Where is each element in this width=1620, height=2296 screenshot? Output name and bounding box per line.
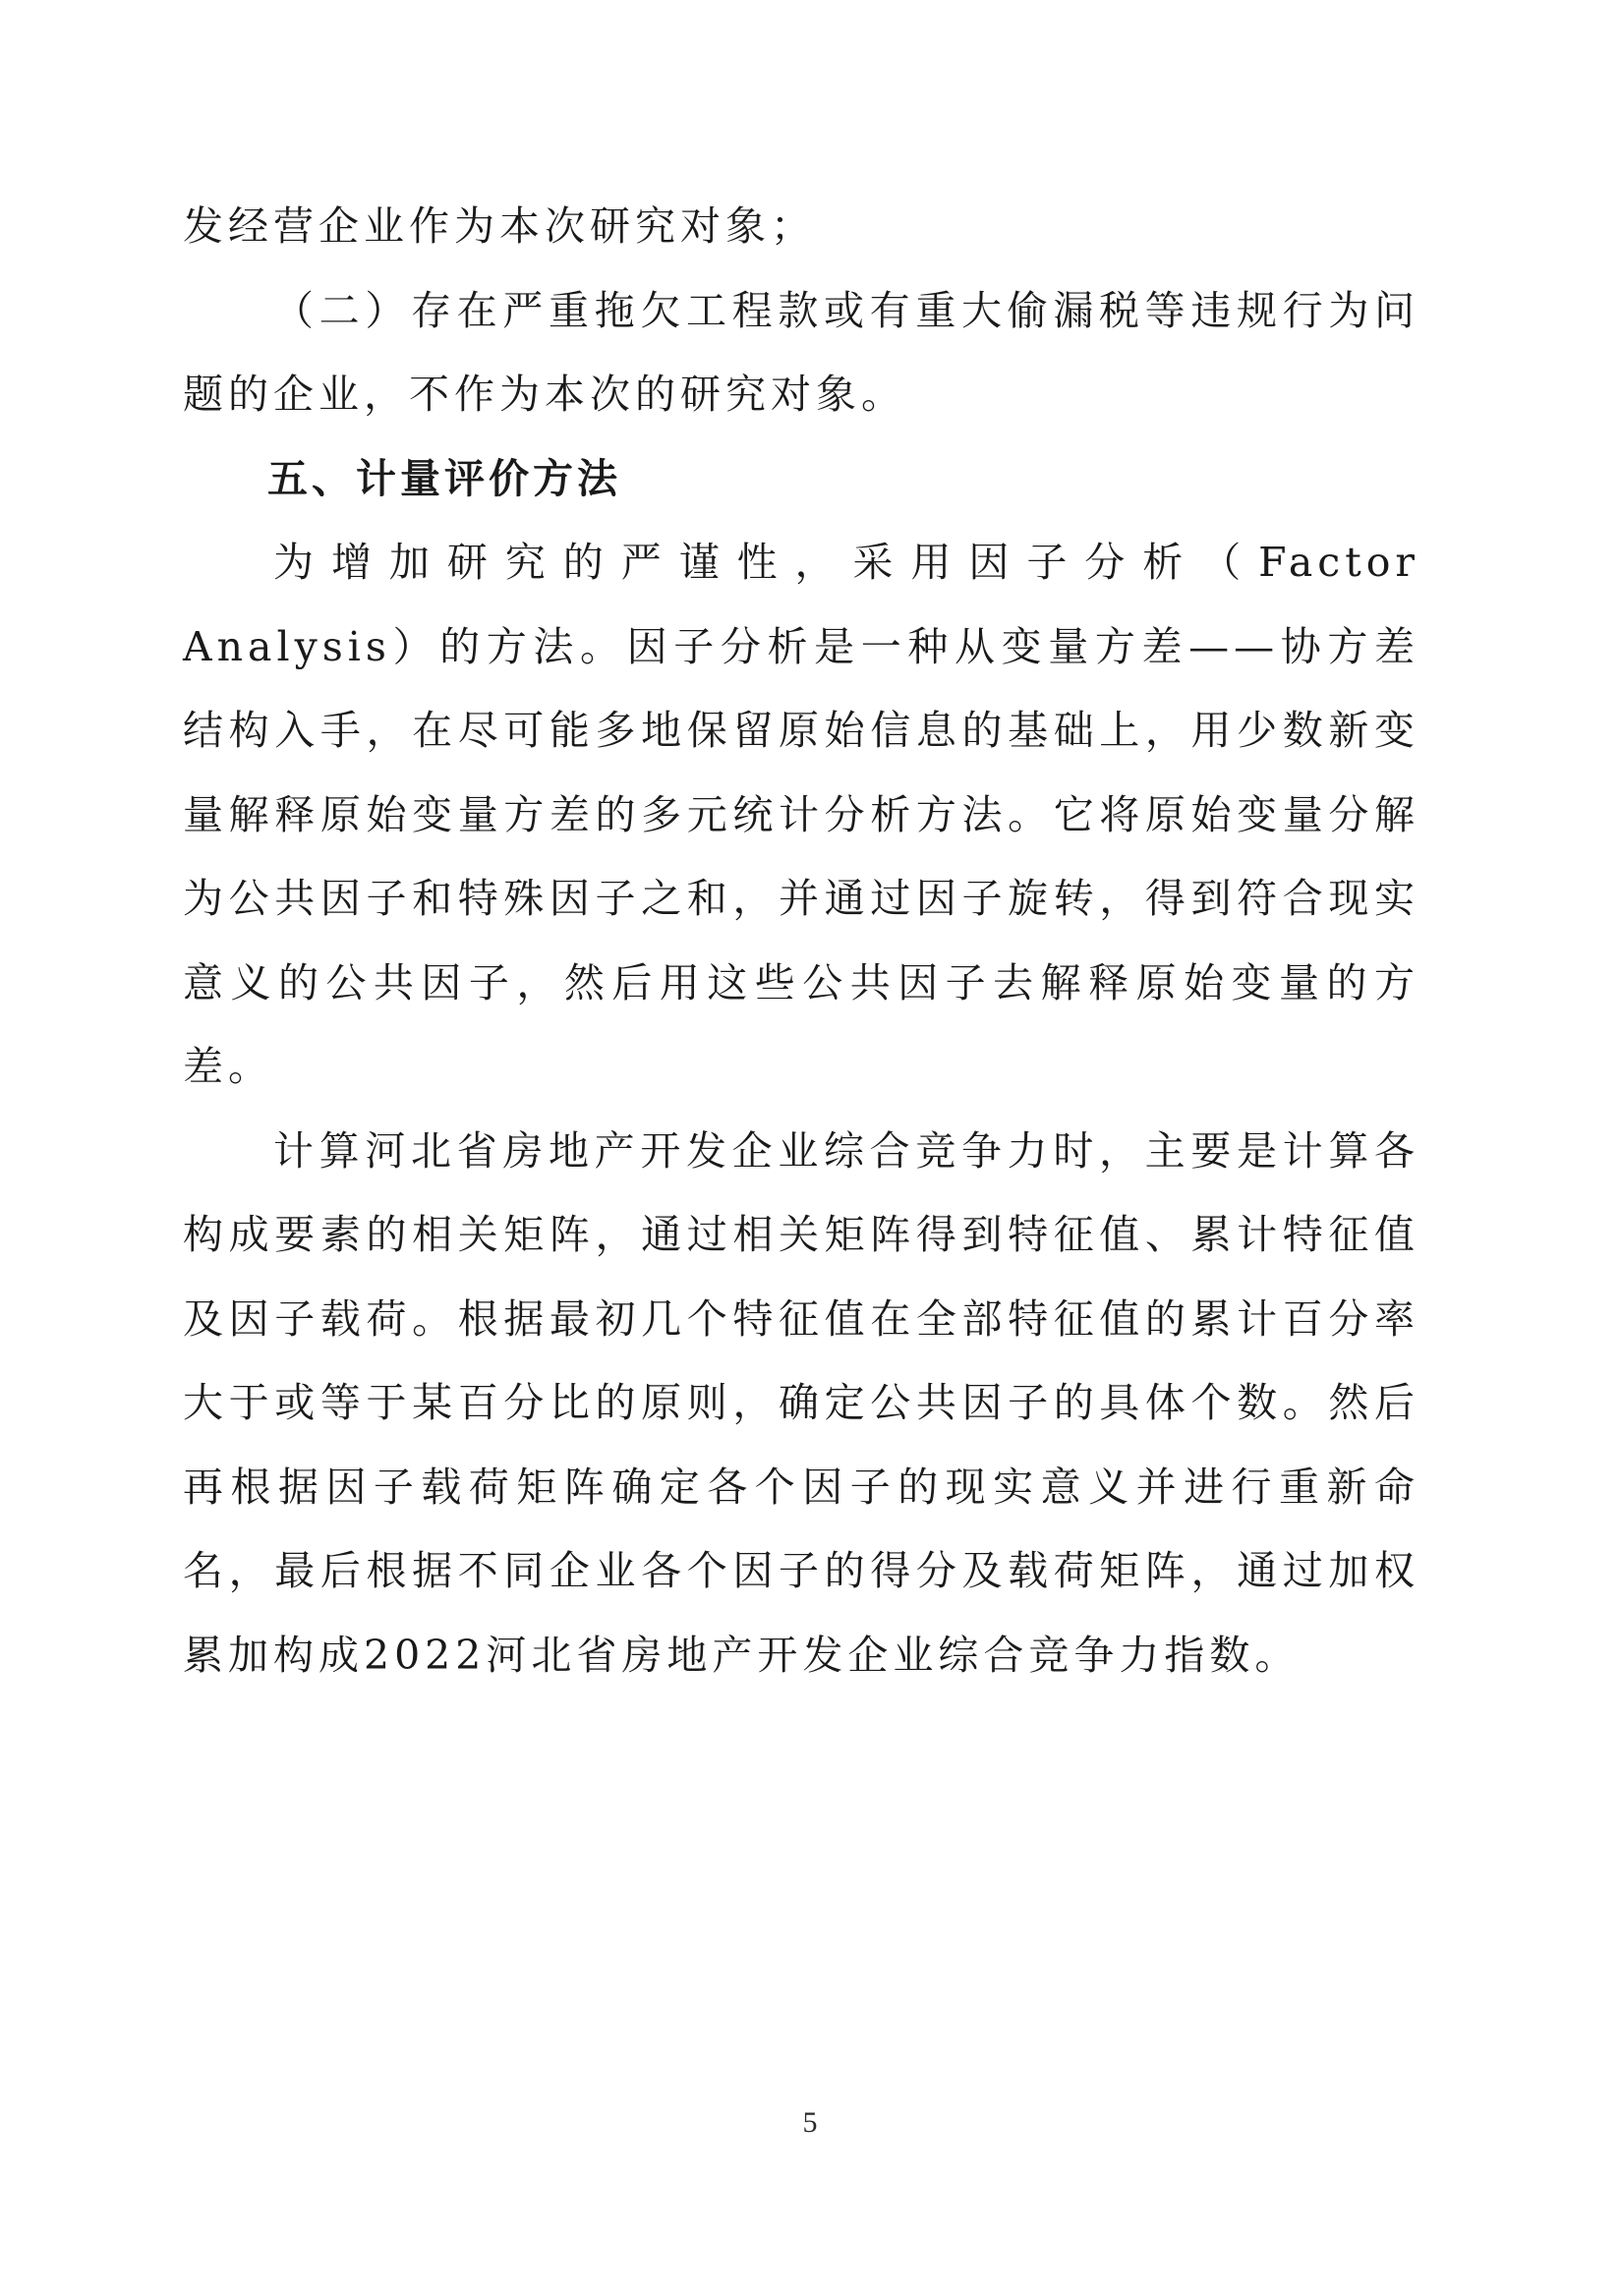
document-body: [183, 185, 1419, 1697]
section-heading: 五、计量评价方法: [267, 454, 621, 502]
paragraph-calculation-method: 计算河北省房地产开发企业综合竞争力时，主要是计算各构成要素的相关矩阵，通过相关矩阵得到特征值、累计特征值及因子载荷。根据最初几个特征值在全部特征值的累计百分率大于或等于某百分比的原则，确定公共因子的具体个数。然后再根据因子载荷矩阵确定各个因子的现实意义并进行重新命名，最后根据不同企业各个因子的得分及载荷矩阵，通过加权累加构成2022河北省房地产开发企业综合竞争力指数。: [183, 1126, 1419, 1679]
paragraph-item-two: （二）存在严重拖欠工程款或有重大偷漏税等违规行为问题的企业，不作为本次的研究对象。: [183, 286, 1419, 418]
paragraph-continuation: 发经营企业作为本次研究对象；: [183, 202, 816, 250]
page-number: 5: [802, 2106, 818, 2139]
paragraph-factor-analysis: 为增加研究的严谨性，采用因子分析（Factor Analysis）的方法。因子分析是一种从变量方差——协方差结构入手，在尽可能多地保留原始信息的基础上，用少数新变量解释原始变量方差的多元统计分析方法。它将原始变量分解为公共因子和特殊因子之和，并通过因子旋转，得到符合现实意义的公共因子，然后用这些公共因子去解释原始变量的方差。: [183, 539, 1419, 1090]
